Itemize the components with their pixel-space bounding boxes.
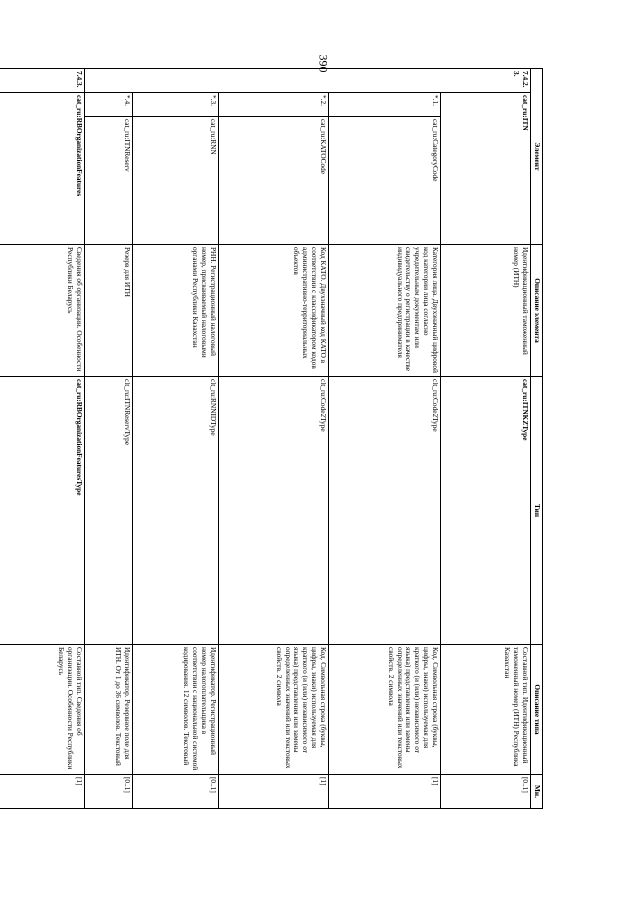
row-type-description: Составной тип. Сведения об организации. Особенности Республики Беларусь [0,645,85,775]
row-number: *.3. [133,93,219,117]
header-multiplicity: Мн. [531,775,543,809]
row-multiplicity: [0..1] [85,775,133,809]
row-description: Код КАТО. Двухзначный код КАТО в соответствии с классификатором кодов административно-территориальных объектов [219,245,329,377]
row-type: clt_ru:ITNReservType [85,377,133,645]
row-type: cat_ru:RBOrganizationFeaturesType [0,377,85,645]
table-row [133,69,219,809]
row-type: clt_ru:Code2Type [329,377,441,645]
row-description: Категория лица. Двухзначный цифровой код категории лица согласно учредительным документам или свидетельству о регистрации в качестве индивидуального предпринимателя [329,245,441,377]
row-type: clt_ru:RNNIDType [133,377,219,645]
row-type-description: Идентификатор. Регистрационный номер налогоплательщика в соответствии с национальной системой кодирования. 12 символов. Текстовый [133,645,219,775]
row-number: *.4. [85,93,133,117]
row-number: 7.4.3. [0,69,85,93]
spec-table [0,68,543,809]
row-element: cat_ru:ITNReserv [85,117,133,245]
row-element: cat_ru:ITN [441,93,531,245]
row-multiplicity: [0..1] [441,775,531,809]
row-type-description: Код. Символьная строка (буквы, цифры, знаки) используемая для краткого (и (или) независимого от языка) представления или замены определенных значений или текстовых свойств. 2 символа [329,645,441,775]
table-header-row [531,69,543,809]
row-multiplicity: [1] [219,775,329,809]
row-element: cat_ru:CategoryCode [329,117,441,245]
table-row [0,69,85,809]
header-type: Тип [531,377,543,645]
row-spacer [85,69,133,93]
row-element: cat_ru:KATOCode [219,117,329,245]
table-row [85,69,133,809]
row-description: Идентификационный таможенный номер (ИТН) [441,245,531,377]
row-number: *.1. [329,93,441,117]
row-description: Резерв для ИТН [85,245,133,377]
table-row [441,69,531,809]
row-multiplicity: [1] [329,775,441,809]
row-type-description: Идентификатор. Резервное поле для ИТН. От 1 до 36 символов. Текстовый [85,645,133,775]
page-number: 390 [316,54,331,73]
row-element: cat_ru:RBOrganizationFeatures [0,93,85,245]
row-type-description: Составной тип. Идентификационный таможенный номер (ИТН) Республика Казахстан [441,645,531,775]
row-spacer [133,69,219,93]
row-type: clt_ru:Code2Type [219,377,329,645]
row-number: 7.4.2.3. [441,69,531,93]
row-multiplicity: [0..1] [133,775,219,809]
row-description: РНН. Регистрационный налоговый номер, присваиваемый налоговыми органами Республики Казахстан [133,245,219,377]
header-element: Элемент [531,69,543,245]
row-description: Сведения об организации. Особенности Республики Беларусь [0,245,85,377]
table-row [219,69,329,809]
row-element: cat_ru:RNN [133,117,219,245]
row-spacer [329,69,441,93]
row-multiplicity: [1] [0,775,85,809]
header-type-description: Описание типа [531,645,543,775]
rotated-table-container [57,68,543,808]
row-spacer [219,69,329,93]
header-description: Описание элемента [531,245,543,377]
row-type-description: Код. Символьная строка (буквы, цифры, знаки) используемая для краткого (и (или) независимого от языка) представления или замены определенных значений или текстовых свойств. 2 символа [219,645,329,775]
table-row [329,69,441,809]
row-number: *.2. [219,93,329,117]
row-type: cat_ru:ITNKZType [441,377,531,645]
